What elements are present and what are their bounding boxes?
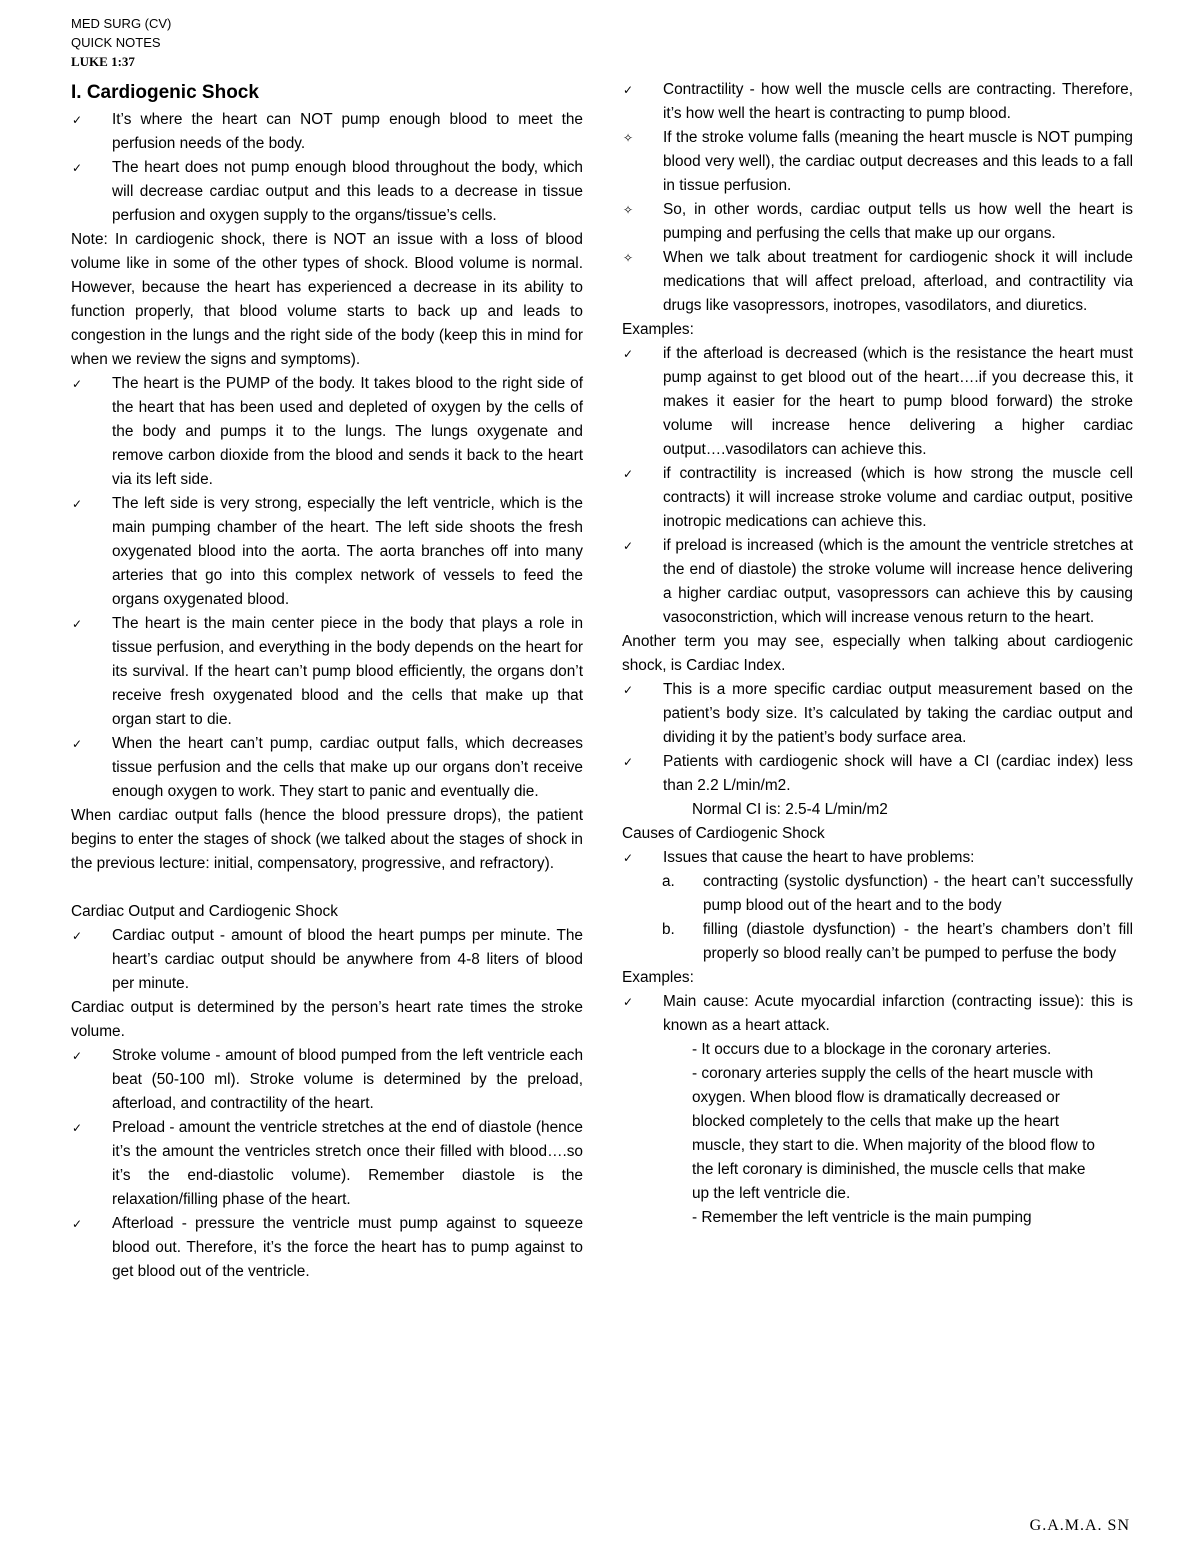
paragraph: When cardiac output falls (hence the blood pressure drops), the patient begins to enter the stages of shock (we talked about the stages of shock in the previous lecture: initial, compensatory, progressive, and refractory). — [71, 807, 583, 872]
section-title: I. Cardiogenic Shock — [71, 82, 259, 103]
list-item: ✧ When we talk about treatment for cardiogenic shock it will include medications that will affect preload, afterload, and contractility via drugs like vasopressors, inotropes, vasodilators, and diuretics. — [622, 246, 1133, 318]
list-item: ✓ The left side is very strong, especially the left ventricle, which is the main pumping chamber of the heart. The left side shoots the fresh oxygenated blood into the aorta. The aorta branches off into many arteries that go into this complex network of vessels to feed the organs oxygenated blood. — [71, 492, 583, 612]
list-item: ✧ If the stroke volume falls (meaning the heart muscle is NOT pumping blood very well), the cardiac output decreases and this leads to a fall in tissue perfusion. — [622, 126, 1133, 198]
author-initials: G.A.M.A. SN — [1029, 1517, 1130, 1534]
list-item: ✓ if contractility is increased (which is how strong the muscle cell contracts) it will increase stroke volume and cardiac output, positive inotropic medications can achieve this. — [622, 462, 1133, 534]
list-item: ✓ The heart does not pump enough blood throughout the body, which will decrease cardiac output and this leads to a decrease in tissue perfusion and oxygen supply to the organs/tissue’s cells. — [71, 156, 583, 228]
list-item: ✓ if the afterload is decreased (which is the resistance the heart must pump against to get blood out of the heart….if you decrease this, it makes it easier for the heart to pump blood forward) the stroke volume will increase hence delivering a higher cardiac output….vasodilators can achieve this. — [622, 342, 1133, 462]
list-item: ✓ Preload - amount the ventricle stretches at the end of diastole (hence it’s the amount the ventricles stretch once their filled with blood….so it’s the end-diastolic volume). Remember diastole is the relaxation/filling phase of the heart. — [71, 1116, 583, 1212]
paragraph: Another term you may see, especially when talking about cardiogenic shock, is Cardiac Index. — [622, 633, 1133, 674]
check-icon: ✓ — [72, 929, 83, 943]
normal-ci-line: Normal CI is: 2.5-4 L/min/m2 — [692, 801, 888, 818]
check-icon: ✓ — [623, 683, 634, 697]
detail-line: - coronary arteries supply the cells of the heart muscle with oxygen. When blood flow is dramatically decreased or blocked completely to the cells that make up the heart muscle, they start to die. When majority of the blood flow to the left coronary is diminished, the muscle cells that make up the left ventricle die. — [692, 1065, 1095, 1202]
check-icon: ✓ — [623, 851, 634, 865]
examples-label: Examples: — [622, 969, 694, 986]
check-icon: ✓ — [72, 497, 83, 511]
section-heading: Causes of Cardiogenic Shock — [622, 825, 825, 842]
check-icon: ✓ — [623, 347, 634, 361]
check-icon: ✓ — [623, 467, 634, 481]
check-icon: ✓ — [623, 83, 634, 97]
list-item: ✓ The heart is the PUMP of the body. It takes blood to the right side of the heart that has been used and depleted of oxygen by the cells of the body and pumps it to the lungs. The lungs oxygenate and remove carbon dioxide from the blood and sends it back to the heart via its left side. — [71, 372, 583, 492]
check-icon: ✓ — [623, 755, 634, 769]
list-item: ✓ Stroke volume - amount of blood pumped from the left ventricle each beat (50-100 ml). Stroke volume is determined by the preload, afterload, and contractility of the heart. — [71, 1044, 583, 1116]
left-column — [71, 80, 583, 1284]
check-icon: ✓ — [72, 1049, 83, 1063]
diamond-star-icon: ✧ — [623, 203, 634, 217]
list-item: ✓ The heart is the main center piece in the body that plays a role in tissue perfusion, and everything in the body depends on the heart for its survival. If the heart can’t pump blood efficiently, the organs don’t receive fresh oxygenated blood and the cells that make up that organ start to die. — [71, 612, 583, 732]
diamond-star-icon: ✧ — [623, 251, 634, 265]
header-subtitle: QUICK NOTES — [71, 35, 161, 50]
check-icon: ✓ — [623, 539, 634, 553]
list-item: ✓ Afterload - pressure the ventricle must pump against to squeeze blood out. Therefore, it’s the force the heart has to pump against to get blood out of the ventricle. — [71, 1212, 583, 1284]
list-item: ✓ When the heart can’t pump, cardiac output falls, which decreases tissue perfusion and the cells that make up our organs don’t receive enough oxygen to work. They start to panic and eventually die. — [71, 732, 583, 804]
right-column — [622, 78, 1133, 1230]
paragraph: Cardiac output is determined by the person’s heart rate times the stroke volume. — [71, 999, 583, 1040]
list-item: ✧ So, in other words, cardiac output tells us how well the heart is pumping and perfusing the cells that make up our organs. — [622, 198, 1133, 246]
check-icon: ✓ — [72, 1121, 83, 1135]
note-paragraph: Note: In cardiogenic shock, there is NOT an issue with a loss of blood volume like in some of the other types of shock. Blood volume is normal. However, because the heart has experienced a decrease in its ability to function properly, that blood volume starts to back up and leads to congestion in the lungs and the right side of the body (keep this in mind for when we review the signs and symptoms). — [71, 231, 583, 368]
list-item: ✓ Main cause: Acute myocardial infarction (contracting issue): this is known as a heart attack. — [622, 990, 1133, 1038]
check-icon: ✓ — [72, 737, 83, 751]
list-item: ✓ Patients with cardiogenic shock will have a CI (cardiac index) less than 2.2 L/min/m2. — [622, 750, 1133, 798]
check-icon: ✓ — [72, 113, 83, 127]
examples-label: Examples: — [622, 321, 694, 338]
sub-list-item: b. filling (diastole dysfunction) - the heart’s chambers don’t fill properly so blood really can’t be pumped to perfuse the body — [662, 921, 1133, 962]
check-icon: ✓ — [623, 995, 634, 1009]
header-course: MED SURG (CV) — [71, 16, 172, 31]
list-item: ✓ Issues that cause the heart to have problems: — [622, 846, 1133, 870]
list-item: ✓ It’s where the heart can NOT pump enough blood to meet the perfusion needs of the body. — [71, 108, 583, 156]
document-header — [71, 14, 171, 71]
check-icon: ✓ — [72, 1217, 83, 1231]
list-item: ✓ Cardiac output - amount of blood the heart pumps per minute. The heart’s cardiac output should be anywhere from 4-8 liters of blood per minute. — [71, 924, 583, 996]
list-item: ✓ Contractility - how well the muscle cells are contracting. Therefore, it’s how well the heart is contracting to pump blood. — [622, 78, 1133, 126]
check-icon: ✓ — [72, 377, 83, 391]
header-verse: LUKE 1:37 — [71, 54, 135, 69]
list-item: ✓ if preload is increased (which is the amount the ventricle stretches at the end of diastole) the stroke volume will increase hence delivering a higher cardiac output, vasopressors can achieve this by causing vasoconstriction, which will increase venous return to the heart. — [622, 534, 1133, 630]
check-icon: ✓ — [72, 617, 83, 631]
detail-line: - Remember the left ventricle is the main pumping — [692, 1209, 1032, 1226]
list-item: ✓ This is a more specific cardiac output measurement based on the patient’s body size. It’s calculated by taking the cardiac output and dividing it by the patient’s body surface area. — [622, 678, 1133, 750]
sub-list-item: a. contracting (systolic dysfunction) - the heart can’t successfully pump blood out of the heart and to the body — [662, 873, 1133, 914]
diamond-star-icon: ✧ — [623, 131, 634, 145]
detail-line: - It occurs due to a blockage in the coronary arteries. — [692, 1041, 1052, 1058]
check-icon: ✓ — [72, 161, 83, 175]
section-heading: Cardiac Output and Cardiogenic Shock — [71, 903, 338, 920]
